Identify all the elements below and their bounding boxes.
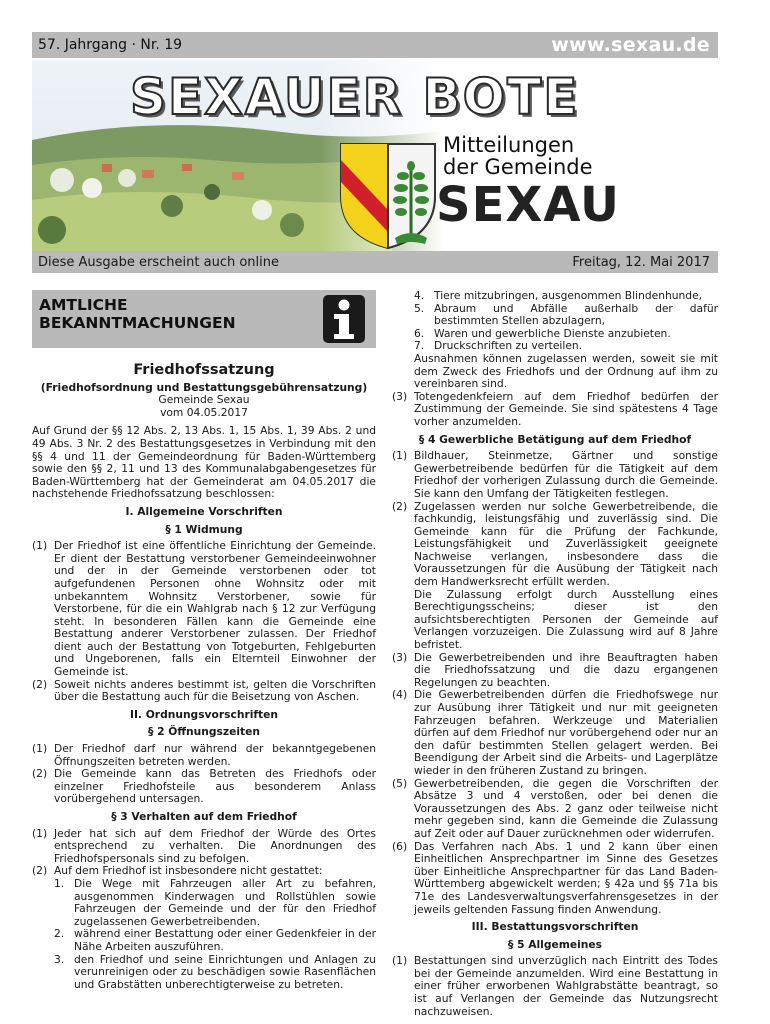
clause-number: (4) [392,688,408,702]
clause [392,955,718,1018]
clause-text: Das Verfahren nach Abs. 1 und 2 kann über einen Einheitlichen Ansprechpartner im Sinne des Gesetzes über Einheitliche Ansprechpartner für das Land Baden-Württemberg abgewickelt werden; § 42a und §§ 71a bis 71e des Landesverwaltungsverfahrensgesetzes in der jeweils geltenden Fassung finden Anwendung. [414,839,718,916]
clause-number: (1) [32,742,48,756]
list-number: 1. [54,876,65,890]
paragraph-heading-2: § 2 Öffnungszeiten [148,725,260,739]
intro-paragraph: Auf Grund der §§ 12 Abs. 2, 13 Abs. 1, 15 Abs. 1, 39 Abs. 2 und 49 Abs. 3 Nr. 2 des Bestattungsgesetzes in Verbindung mit den §§ 4 und 11 der Gemeindeordnung für Baden-Württemberg sowie den §§ 2, 11 und 13 des Kommunalabgabengesetzes für Baden-Württemberg hat der Gemeinderat am 04.05.2017 die nachstehende Friedhofssatzung beschlossen: [32,424,376,501]
edition-bar [32,251,718,273]
list-number: 5. [414,301,425,315]
clause-number: (5) [392,776,408,790]
clause-text: Bestattungen sind unverzüglich nach Eintritt des Todes bei der Gemeinde anzumelden. Wird eine Bestattung in einer früher erworbenen Wahlgrabstätte beantragt, so ist auf Verlangen der Gemeinde das Nutzungsrecht nachzuweisen. [414,954,718,1018]
clause-text: Totengedenkfeiern auf dem Friedhof bedürfen der Zustimmung der Gemeinde. Sie sind spätestens 4 Tage vorher anzumelden. [414,389,718,428]
clause-number: (2) [32,677,48,691]
clause-text: Gewerbetreibenden, die gegen die Vorschriften der Absätze 3 und 4 verstoßen, oder bei denen die Voraussetzungen des Abs. 2 ganz oder teilweise nicht mehr gegeben sind, kann die Gemeinde die Zulassung auf Zeit oder auf Dauer zurücknehmen oder widerrufen. [414,776,718,840]
newspaper-title: SEXAUER BOTE [130,68,580,126]
clause [32,828,376,866]
list-text: Die Wege mit Fahrzeugen aller Art zu befahren, ausgenommen Kinderwagen und Rollstühlen sowie Fahrzeugen der Gemeinde und der für den Friedhof zugelassenen Gewerbetreibenden. [74,876,376,928]
list-item [392,303,718,328]
paragraph-heading-3: § 3 Verhalten auf dem Friedhof [111,810,297,823]
clause-text: Der Friedhof darf nur während der bekanntgegebenen Öffnungszeiten betreten werden. [54,742,376,768]
clause-number: (2) [392,499,408,513]
section-title-line-2: BEKANNTMACHUNGEN [39,314,236,332]
online-note: Diese Ausgabe erscheint auch online [38,254,279,270]
coat-of-arms-icon [337,140,439,252]
section-header [32,290,376,348]
list-text: den Friedhof und seine Einrichtungen und Anlagen zu verunreinigen oder zu beschädigen sowie Rasenflächen und Grabstätten unberechtigterweise zu betreten. [74,952,376,991]
website-link[interactable]: www.sexau.de [551,34,710,56]
clause [392,501,718,589]
clause-number: (1) [392,954,408,968]
list-text: Abraum und Abfälle außerhalb der dafür bestimmten Stellen abzulagern, [434,301,718,328]
list-item [32,954,376,992]
clause [32,679,376,704]
article-heading: Friedhofssatzung [133,362,275,378]
list-text: Waren und gewerbliche Dienste anzubieten. [434,326,671,340]
list-item [32,928,376,953]
clause-number: (1) [392,449,408,463]
municipality-name: SEXAU [436,177,621,233]
section-title-line-1: AMTLICHE [39,296,128,314]
info-icon [322,294,366,344]
municipality-line: Gemeinde Sexau [158,393,250,407]
clause [392,841,718,917]
left-column [32,290,376,991]
clause-text: Jeder hat sich auf dem Friedhof der Würde des Ortes entsprechend zu verhalten. Die Anordnungen des Friedhofspersonals sind zu befolgen. [54,826,376,865]
subtitle-line-2: der Gemeinde [443,155,593,179]
clause-number: (6) [392,839,408,853]
paragraph-heading-1: § 1 Widmung [165,522,243,536]
clause-text: Auf dem Friedhof ist insbesondere nicht gestattet: [54,864,323,878]
section-title [39,296,236,332]
clause-number: (2) [32,767,48,781]
part-heading-2: II. Ordnungsvorschriften [129,707,278,721]
article-date: vom 04.05.2017 [160,405,248,419]
right-column [392,290,718,1018]
list-number: 3. [54,952,65,966]
clause [32,768,376,806]
issue-number: 57. Jahrgang · Nr. 19 [38,37,183,53]
clause-text: Die Gewerbetreibenden dürfen die Friedhofswege nur zur Ausübung ihrer Tätigkeit und nur mit geeigneten Fahrzeugen befahren. Werkzeuge und Materialien dürfen auf dem Friedhof nur vorübergehend oder nur an den dafür bestimmten Stellen gelagert werden. Bei Beendigung der Arbeit sind die Arbeits- und Lagerplätze wieder in den früheren Zustand zu bringen. [414,688,718,777]
clause [32,540,376,679]
clause [392,391,718,429]
part-heading-1: I. Allgemeine Vorschriften [125,504,283,518]
subtitle-line-1: Mitteilungen [443,133,575,157]
list-item [392,290,718,303]
list-number: 2. [54,927,65,941]
clause-continuation: Die Zulassung erfolgt durch Ausstellung eines Berechtigungsscheins; dieser ist den aufsichtsberechtigten Personen der Gemeinde auf Verlangen vorzuzeigen. Die Zulassung wird auf 8 Jahre befristet. [414,587,718,652]
clause [392,652,718,690]
clause-text: Die Gemeinde kann das Betreten des Friedhofs oder einzelner Friedhofsteile aus besonderem Anlass vorübergehend untersagen. [54,767,376,806]
issue-date: Freitag, 12. Mai 2017 [572,254,710,270]
clause-number: (3) [392,650,408,664]
issue-bar [32,32,718,58]
clause-text: Der Friedhof ist eine öffentliche Einrichtung der Gemeinde. Er dient der Bestattung verstorbener Gemeindeeinwohner und der in der Gemeinde verstorbenen oder tot aufgefundenen Personen ohne Wohnsitz oder mit unbekanntem Wohnsitz Verstorbener, sowie für Verstorbene, für die ein Wahlgrab nach § 12 zur Verfügung steht. In besonderen Fällen kann die Gemeinde eine Bestattung anderer Verstorbener zulassen. Der Friedhof dient auch der Bestattung von Totgeburten, Fehlgeburten und Ungeborenen, falls ein Elternteil Einwohner der Gemeinde ist. [54,539,376,679]
exception-note: Ausnahmen können zugelassen werden, soweit sie mit dem Zweck des Friedhofs und der Ordnung auf ihm zu vereinbaren sind. [414,351,718,391]
clause [392,450,718,500]
part-heading-3: III. Bestattungsvorschriften [471,920,639,934]
clause-text: Bildhauer, Steinmetze, Gärtner und sonstige Gewerbetreibende bedürfen für die Tätigkeit auf dem Friedhof der vorherigen Zulassung durch die Gemeinde. Sie kann den Umfang der Tätigkeiten festlegen. [414,449,718,500]
clause-text: Soweit nichts anderes bestimmt ist, gelten die Vorschriften über die Bestattung auch für die Beisetzung von Aschen. [54,677,376,704]
clause-number: (1) [32,539,48,553]
clause-number: (3) [392,389,408,403]
clause [392,689,718,777]
clause [392,778,718,841]
clause [32,743,376,768]
list-text: Tiere mitzubringen, ausgenommen Blindenhunde, [434,289,703,302]
clause-number: (1) [32,826,48,840]
clause-text: Die Gewerbetreibenden und ihre Beauftragten haben die Friedhofssatzung und die dazu ergangenen Regelungen zu beachten. [414,650,718,689]
article-subheading: (Friedhofsordnung und Bestattungsgebührensatzung) [40,380,368,394]
list-number: 4. [414,289,425,302]
list-number: 6. [414,326,425,340]
list-text: Druckschriften zu verteilen. [434,339,583,353]
list-text: während einer Bestattung oder einer Gedenkfeier in der Nähe Arbeiten auszuführen. [74,927,376,953]
clause-number: (2) [32,864,48,878]
list-number: 7. [414,339,425,353]
subtitle [443,134,593,178]
clause-text: Zugelassen werden nur solche Gewerbetreibende, die fachkundig, leistungsfähig und zuverlässig sind. Die Gemeinde kann für die Prüfung der Fachkunde, Leistungsfähigkeit und Zuverlässigkeit geeignete Nachweise verlangen, insbesondere dass die Voraussetzungen für die Ausübung der Tätigkeit nach dem Handwerksrecht erfüllt werden. [414,499,718,589]
list-item [32,878,376,928]
masthead [32,60,718,252]
paragraph-heading-5: § 5 Allgemeines [508,937,602,951]
paragraph-heading-4: § 4 Gewerbliche Betätigung auf dem Friedhof [418,432,692,446]
